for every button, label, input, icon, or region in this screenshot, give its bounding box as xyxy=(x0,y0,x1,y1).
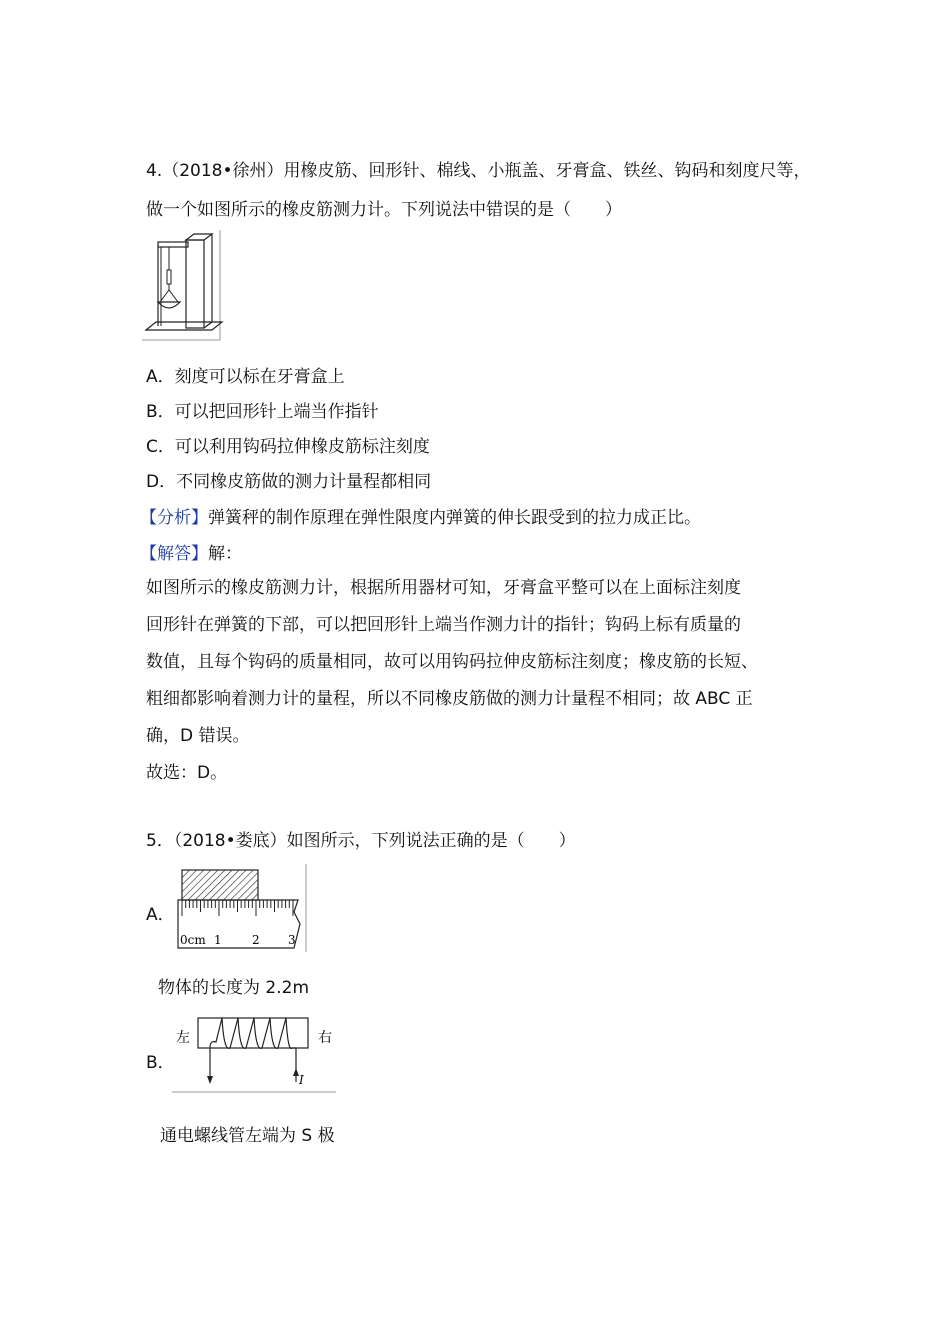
q4-option-b: B．可以把回形针上端当作指针 xyxy=(146,402,379,422)
current-label: I xyxy=(299,1073,304,1087)
q4-solution-line-2: 回形针在弹簧的下部，可以把回形针上端当作测力计的指针；钩码上标有质量的 xyxy=(146,615,741,635)
ruler-label-1: 1 xyxy=(214,933,222,947)
measured-block xyxy=(182,870,258,900)
solution-text: 解： xyxy=(208,544,242,564)
q5-stem: 5．（2018•娄底）如图所示，下列说法正确的是（ ） xyxy=(146,831,576,851)
force-meter-figure xyxy=(142,230,224,347)
ruler-label-3: 3 xyxy=(288,933,296,947)
solution-tag: 【解答】 xyxy=(140,544,208,564)
ruler-label-0: 0cm xyxy=(180,933,206,947)
analysis-text: 弹簧秤的制作原理在弹性限度内弹簧的伸长跟受到的拉力成正比。 xyxy=(208,508,701,528)
coil-left-label: 左 xyxy=(176,1030,190,1046)
q4-option-a: A．刻度可以标在牙膏盒上 xyxy=(146,367,345,387)
q5-option-a-label: A． xyxy=(146,905,175,925)
q5-option-a-text: 物体的长度为 2.2m xyxy=(158,978,309,998)
analysis-tag: 【分析】 xyxy=(140,508,208,528)
ruler-figure xyxy=(174,864,310,959)
q4-solution-line-3: 数值，且每个钩码的质量相同，故可以用钩码拉伸皮筋标注刻度；橡皮筋的长短、 xyxy=(146,652,758,672)
solenoid-figure xyxy=(172,1012,338,1099)
coil-right-label: 右 xyxy=(318,1030,332,1046)
q4-option-c: C．可以利用钩码拉伸橡皮筋标注刻度 xyxy=(146,437,430,457)
q4-solution-line-1: 如图所示的橡皮筋测力计，根据所用器材可知，牙膏盒平整可以在上面标注刻度 xyxy=(146,578,741,598)
ruler-label-2: 2 xyxy=(252,933,260,947)
q4-solution-line-4: 粗细都影响着测力计的量程，所以不同橡皮筋做的测力计量程不相同；故 ABC 正 xyxy=(146,689,753,709)
q4-solution-line-5: 确，D 错误。 xyxy=(146,726,250,746)
q4-option-d: D．不同橡皮筋做的测力计量程都相同 xyxy=(146,472,432,492)
q4-solution-head xyxy=(140,541,242,567)
q4-answer: 故选：D。 xyxy=(146,763,228,783)
ruler-ticks xyxy=(182,900,293,916)
q4-stem-line1: 4.（2018•徐州）用橡皮筋、回形针、棉线、小瓶盖、牙膏盒、铁丝、钩码和刻度尺等， xyxy=(146,161,811,181)
q5-option-b-label: B． xyxy=(146,1053,175,1073)
q5-option-b-text: 通电螺线管左端为 S 极 xyxy=(160,1126,335,1146)
q4-stem-line2: 做一个如图所示的橡皮筋测力计。下列说法中错误的是（ ） xyxy=(146,200,622,220)
q4-analysis xyxy=(140,505,701,531)
